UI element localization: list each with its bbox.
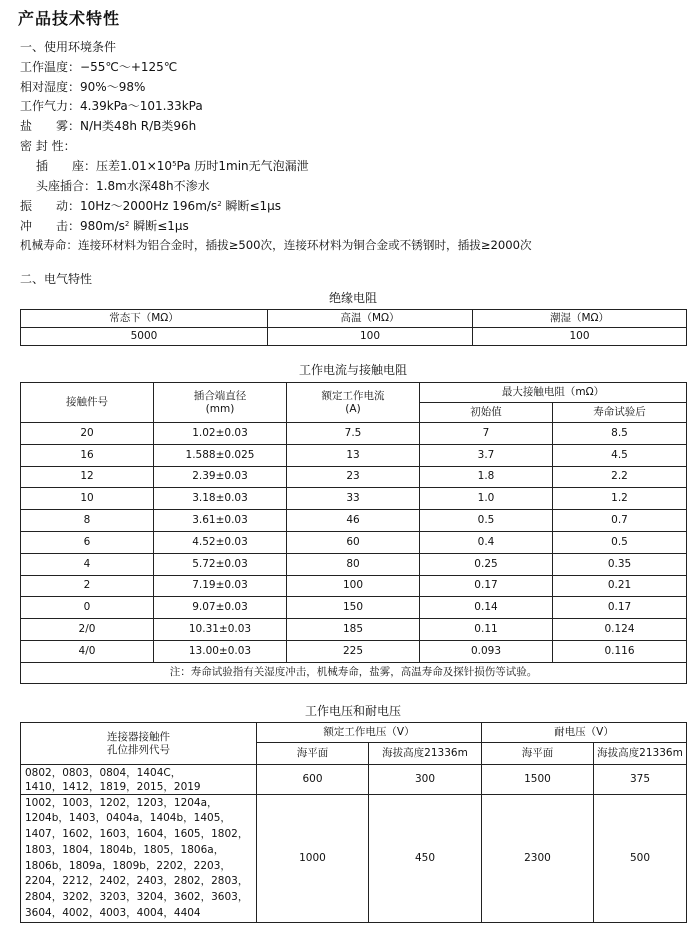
header-cell: 常态下（MΩ） (21, 310, 268, 328)
table-cell: 0.21 (553, 575, 687, 597)
spec-value: N/H类48h R/B类96h (80, 119, 197, 133)
table-cell: 46 (287, 510, 420, 532)
table-cell: 375 (594, 765, 687, 795)
table-cell: 1500 (482, 765, 594, 795)
table-cell: 0 (21, 597, 154, 619)
table-cell: 500 (594, 795, 687, 923)
table-cell: 0.35 (553, 553, 687, 575)
table-cell: 8 (21, 510, 154, 532)
table-cell: 6 (21, 531, 154, 553)
spec-value-tail: 瞬断≤1μs (129, 219, 189, 233)
voltage-caption: 工作电压和耐电压 (304, 704, 401, 718)
table-cell: 13.00±0.03 (154, 640, 287, 662)
header-cell-altitude: 海拔高度21336m (594, 743, 687, 765)
table-cell: 185 (287, 619, 420, 641)
header-cell-after-life: 寿命试验后 (553, 403, 687, 423)
spec-value: 10Hz～2000Hz 196m/s (80, 199, 218, 213)
header-cell-withstand-voltage: 耐电压（V） (482, 723, 687, 743)
spec-line-pressure (20, 97, 203, 116)
table-cell: 450 (369, 795, 482, 923)
table-cell: 2 (21, 575, 154, 597)
spec-value: 压差1.01×10 (96, 159, 173, 173)
header-cell-sea-level: 海平面 (257, 743, 369, 765)
table-cell: 1.0 (420, 488, 553, 510)
table-cell: 0.7 (553, 510, 687, 532)
header-cell-current: 额定工作电流 (A) (287, 383, 420, 423)
spec-label: 盐 雾： (20, 119, 81, 133)
table-row (21, 444, 687, 466)
table-cell: 1.02±0.03 (154, 423, 287, 445)
table-cell: 0.5 (420, 510, 553, 532)
table-cell: 2.39±0.03 (154, 466, 287, 488)
spec-label: 工作温度： (20, 60, 81, 74)
table-cell: 13 (287, 444, 420, 466)
table-cell: 5.72±0.03 (154, 553, 287, 575)
header-cell-sea-level: 海平面 (482, 743, 594, 765)
table-cell: 7.5 (287, 423, 420, 445)
table-cell: 2300 (482, 795, 594, 923)
table-cell: 0.116 (553, 640, 687, 662)
table-cell: 10 (21, 488, 154, 510)
spec-label: 密 封 性： (20, 139, 76, 153)
table-row (21, 488, 687, 510)
table-row (21, 640, 687, 662)
table-cell: 9.07±0.03 (154, 597, 287, 619)
spec-line-humidity (20, 78, 145, 97)
header-cell-resistance: 最大接触电阻（mΩ） (420, 383, 687, 403)
section-heading-electrical: 二、电气特性 (20, 272, 93, 286)
header-cell-altitude: 海拔高度21336m (369, 743, 482, 765)
spec-label: 振 动： (20, 199, 81, 213)
spec-line-salt-fog (20, 117, 196, 136)
insulation-caption: 绝缘电阻 (328, 291, 377, 305)
spec-line-mechanical-life: 机械寿命：连接环材料为铝合金时，插拔≥500次，连接环材料为铜合金或不锈钢时，插拔≥2000次 (20, 238, 532, 252)
spec-value-tail: Pa 历时1min无气泡漏泄 (176, 159, 309, 173)
table-cell: 20 (21, 423, 154, 445)
header-cell: 潮湿（MΩ） (473, 310, 687, 328)
table-cell: 300 (369, 765, 482, 795)
spec-value: 4.39kPa～101.33kPa (80, 99, 203, 113)
table-row (21, 765, 687, 795)
spec-line-shock (20, 217, 189, 236)
table-cell: 3.61±0.03 (154, 510, 287, 532)
table-cell: 60 (287, 531, 420, 553)
table-cell: 600 (257, 765, 369, 795)
table-cell: 0.124 (553, 619, 687, 641)
table-row (21, 510, 687, 532)
spec-line-socket-seal (36, 157, 309, 176)
table-cell: 4 (21, 553, 154, 575)
table-cell: 7.19±0.03 (154, 575, 287, 597)
table-header-row (21, 383, 687, 403)
table-cell: 0.17 (420, 575, 553, 597)
table-note: 注：寿命试验指有关湿度冲击，机械寿命，盐雾，高温寿命及探针损伤等试验。 (21, 662, 687, 683)
spec-line-header-seal: 头座插合：1.8m水深48h不渗水 (36, 179, 210, 193)
table-note-row (21, 662, 687, 683)
header-cell: 高温（MΩ） (268, 310, 473, 328)
table-row (21, 423, 687, 445)
code-cell: 1002，1003，1202，1203，1204a， 1204b，1403，0404a，1404b，1405， 1407，1602，1603，1604，1605，1802， 1803，1804，1804b，1805，1806a， 1806b，1809a，1809b，2202，2203， 2204，2212，2402，2403，2802，2803， 2804，3202，3203，3204，3602，3603， 3604，4002，4003，4004，4404 (21, 795, 257, 923)
table-cell: 10.31±0.03 (154, 619, 287, 641)
spec-line-vibration (20, 197, 281, 216)
table-cell: 0.093 (420, 640, 553, 662)
spec-value: −55℃～+125℃ (80, 60, 178, 74)
table-row (21, 466, 687, 488)
table-row (21, 597, 687, 619)
table-row (21, 531, 687, 553)
table-cell: 80 (287, 553, 420, 575)
spec-superscript: 2 (124, 220, 130, 228)
spec-label: 相对湿度： (20, 80, 81, 94)
current-resistance-table (20, 382, 687, 684)
table-row (21, 795, 687, 923)
spec-label: 插 座： (36, 159, 97, 173)
table-cell: 0.17 (553, 597, 687, 619)
section-heading-environment: 一、使用环境条件 (20, 40, 117, 54)
table-cell: 4.52±0.03 (154, 531, 287, 553)
spec-line-sealing (20, 137, 76, 156)
table-cell: 0.4 (420, 531, 553, 553)
insulation-table (20, 309, 687, 346)
table-header-row (21, 723, 687, 743)
table-row (21, 575, 687, 597)
current-caption: 工作电流与接触电阻 (298, 363, 407, 377)
table-cell: 1.588±0.025 (154, 444, 287, 466)
spec-superscript: 5 (172, 160, 177, 168)
page-title: 产品技术特性 (18, 9, 121, 28)
spec-label: 工作气力： (20, 99, 81, 113)
voltage-table (20, 722, 687, 923)
table-cell: 1.2 (553, 488, 687, 510)
table-cell: 100 (287, 575, 420, 597)
table-cell: 100 (268, 328, 473, 346)
table-cell: 100 (473, 328, 687, 346)
header-cell-working-voltage: 额定工作电压（V） (257, 723, 482, 743)
table-cell: 225 (287, 640, 420, 662)
table-cell: 8.5 (553, 423, 687, 445)
table-cell: 1.8 (420, 466, 553, 488)
table-cell: 0.11 (420, 619, 553, 641)
table-cell: 0.5 (553, 531, 687, 553)
table-cell: 16 (21, 444, 154, 466)
spec-value: 980m/s (80, 219, 125, 233)
table-cell: 5000 (21, 328, 268, 346)
spec-superscript: 2 (217, 200, 222, 208)
table-cell: 12 (21, 466, 154, 488)
table-cell: 3.18±0.03 (154, 488, 287, 510)
table-row (21, 619, 687, 641)
spec-value-tail: 瞬断≤1μs (221, 199, 282, 213)
table-row (21, 553, 687, 575)
header-cell-code: 连接器接触件 孔位排列代号 (21, 723, 257, 765)
spec-line-temperature (20, 58, 177, 77)
code-cell: 0802，0803，0804，1404C， 1410，1412，1819，2015，2019 (21, 765, 257, 795)
table-cell: 7 (420, 423, 553, 445)
table-cell: 150 (287, 597, 420, 619)
spec-label: 冲 击： (20, 219, 81, 233)
table-cell: 4/0 (21, 640, 154, 662)
table-row (21, 328, 687, 346)
table-cell: 23 (287, 466, 420, 488)
table-cell: 1000 (257, 795, 369, 923)
table-header-row (21, 310, 687, 328)
header-cell-contact: 接触件号 (21, 383, 154, 423)
table-cell: 4.5 (553, 444, 687, 466)
table-cell: 2/0 (21, 619, 154, 641)
table-cell: 0.25 (420, 553, 553, 575)
table-cell: 2.2 (553, 466, 687, 488)
spec-value: 90%～98% (80, 80, 146, 94)
table-cell: 33 (287, 488, 420, 510)
table-cell: 0.14 (420, 597, 553, 619)
header-cell-diameter: 插合端直径 (mm) (154, 383, 287, 423)
header-cell-initial: 初始值 (420, 403, 553, 423)
table-cell: 3.7 (420, 444, 553, 466)
